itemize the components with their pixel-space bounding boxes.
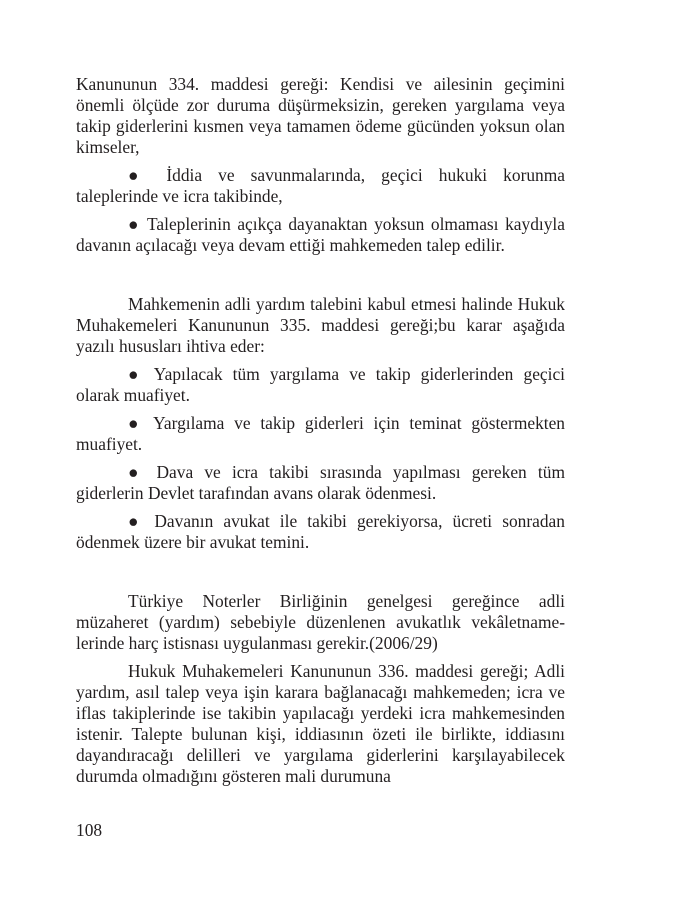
bullet-icon: ● — [128, 214, 141, 234]
document-page — [76, 74, 565, 787]
bullet-item-cost-exemption — [76, 364, 565, 406]
paragraph-eligibility: Kanununun 334. maddesi gereği: Kendisi ve ailesinin geçimini önemli ölçüde zor duruma düşürmeksizin, gereken yargılama veya takip giderlerini kısmen veya tamamen ödeme gücünden yoksun olan kimseler, — [76, 74, 565, 157]
bullet-text: Dava ve icra takibi sırasında yapılması gereken tüm giderlerin Devlet tarafından avans olarak ödenmesi. — [76, 462, 565, 503]
bullet-icon: ● — [128, 511, 145, 531]
bullet-item-state-advance — [76, 462, 565, 504]
bullet-icon: ● — [128, 364, 145, 384]
bullet-text: Yargılama ve takip giderleri için teminat göstermekten muafiyet. — [76, 413, 566, 454]
bullet-text: İddia ve savunmalarında, geçici hukuki korunma taleplerinde ve icra takibinde, — [76, 165, 565, 206]
bullet-item-not-unfounded — [76, 214, 565, 256]
bullet-icon: ● — [128, 413, 144, 433]
bullet-text: Davanın avukat ile takibi gerekiyorsa, ücreti sonradan ödenmek üzere bir avukat temini. — [76, 511, 565, 552]
bullet-icon: ● — [128, 165, 151, 185]
bullet-item-security-exemption — [76, 413, 565, 455]
bullet-text: Yapılacak tüm yargılama ve takip giderlerinden geçici olarak muafiyet. — [76, 364, 566, 405]
bullet-item-claims-defenses — [76, 165, 565, 207]
bullet-icon: ● — [128, 462, 146, 482]
bullet-item-lawyer-provision — [76, 511, 565, 553]
paragraph-article-336: Hukuk Muhakemeleri Kanununun 336. maddesi gereği; Adli yardım, asıl talep veya işin karara bağlanacağı mahkemeden; icra ve iflas takiplerinde ise takibin yapılacağı yerdeki icra mahkemesinden istenir. Talepte bulunan kişi, iddiasının özeti ile birlikte, iddiasını dayandıracağı delilleri ve yargılama giderlerini karşılayabilecek durumda olmadığını gösteren mali durumuna — [76, 661, 565, 786]
bullet-text: Taleplerinin açıkça dayanaktan yoksun olmaması kaydıyla davanın açılacağı veya devam ettiği mahkemeden talep edilir. — [76, 214, 565, 255]
paragraph-court-decision: Mahkemenin adli yardım talebini kabul etmesi halinde Hukuk Muhakemeleri Kanununun 335. maddesi gereği;bu karar aşağıda yazılı hususları ihtiva eder: — [76, 294, 565, 356]
page-number: 108 — [76, 820, 103, 840]
paragraph-notary-circular: Türkiye Noterler Birliğinin genelgesi gereğince adli müzaheret (yardım) sebebiyle düzenlenen avukatlık vekâletname-lerinde harç istisnası uygulanması gerekir.(2006/29) — [76, 591, 565, 653]
